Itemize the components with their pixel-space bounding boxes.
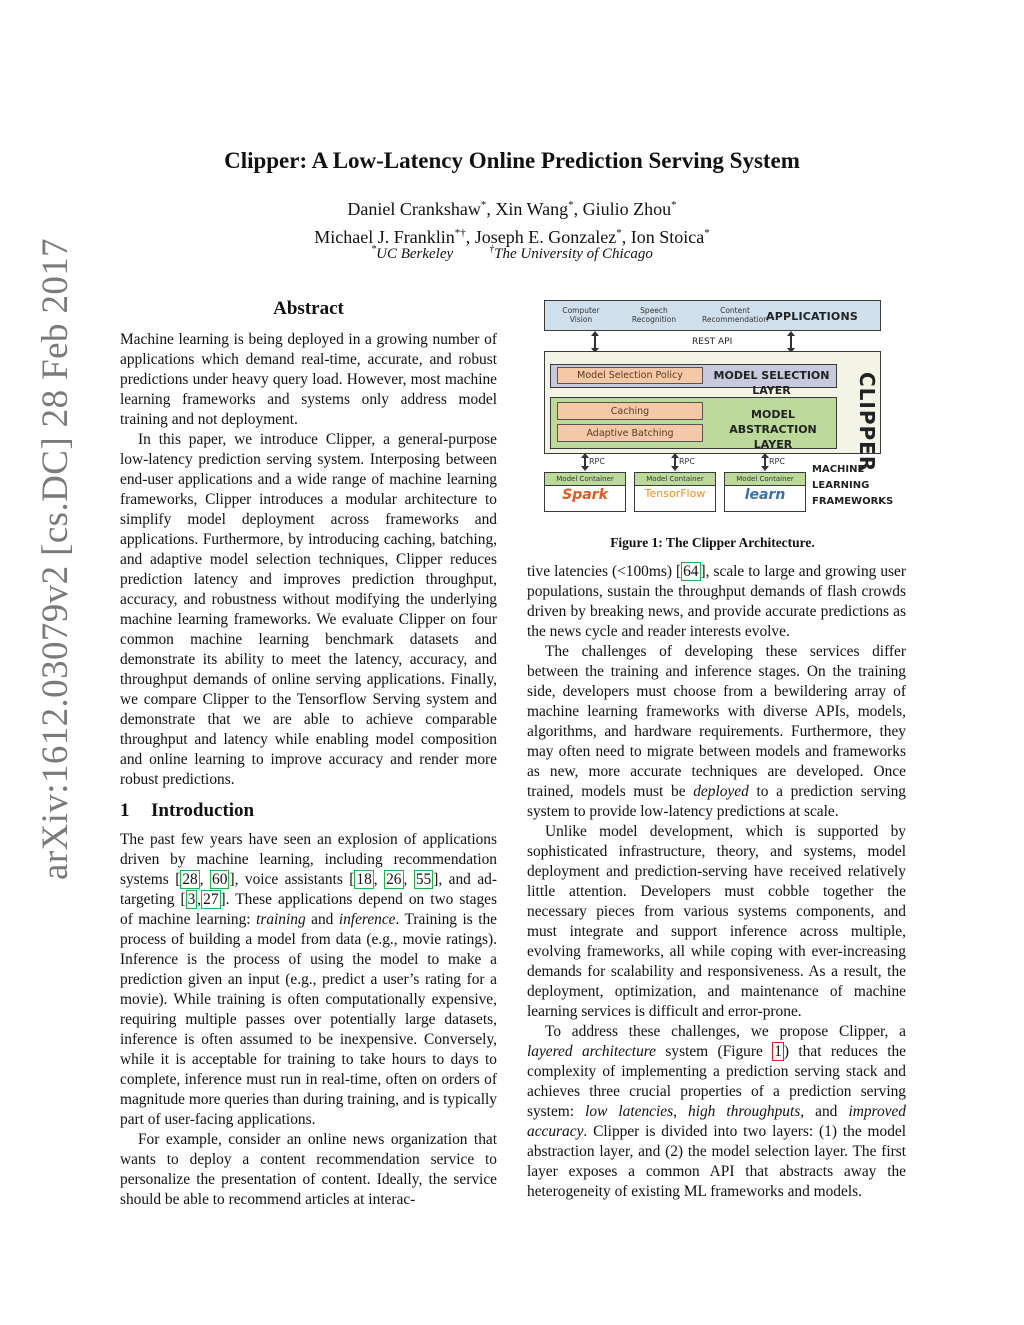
intro-paragraph-1: The past few years have seen an explosion of applications driven by machine learning, including recommendation systems [ 28 , 60 ], voice assistants [ 18 , 26 , 55 ], and ad-targeting [ 3 , 27 ]. These applications depend on two stages of machine learning: training and inference. Training is the process of building a model from data (e.g., movie ratings). Inference is the process of using the model to make a prediction given an input (e.g., predict a user’s rating for a movie). While training is often computationally expensive, requiring multiple passes over potentially large datasets, inference is often assumed to be inexpensive. Conversely, while it is acceptable for training to take hours to days to complete, inference must run in real-time, often on orders of magnitude more queries than during training, and is typically part of user-facing applications. [120, 831, 498, 1128]
citation-link[interactable]: 26 [386, 871, 402, 888]
citation-link[interactable]: 3 [187, 891, 196, 908]
author-list [0, 193, 1024, 249]
text-run: To address these challenges, we propose Clipper, a [545, 1023, 906, 1040]
figure-caption: Figure 1: The Clipper Architecture. [610, 535, 815, 550]
arxiv-identifier: arXiv:1612.03079v2 [cs.DC] 28 Feb 2017 [35, 237, 76, 880]
citation-link[interactable]: 27 [203, 891, 219, 908]
emphasis: inference [338, 911, 396, 928]
emphasis: high throughputs [688, 1103, 801, 1120]
text-run: ], voice assistants [ [229, 871, 355, 888]
applications-label: APPLICATIONS [766, 310, 858, 323]
spark-logo: Spark [562, 487, 608, 503]
ml-frameworks-label: MACHINE LEARNING FRAMEWORKS [812, 464, 894, 507]
citation-link[interactable]: 28 [182, 871, 198, 888]
model-selection-policy-box: Model Selection Policy [557, 367, 703, 384]
affiliation-mark: * [371, 244, 377, 255]
double-arrow-icon [674, 455, 676, 469]
rest-api-label: REST API [692, 337, 733, 347]
model-container-spark [544, 472, 626, 512]
tensorflow-logo: TensorFlow [644, 487, 706, 500]
affiliation-mark: * [568, 199, 574, 211]
app-content-recommendation: Content Recommendation [702, 306, 768, 324]
model-container-tensorflow [634, 472, 716, 512]
section-heading-introduction [120, 800, 497, 822]
emphasis: deployed [693, 783, 749, 800]
affiliation-mark: *† [454, 227, 466, 239]
citation-link[interactable]: 55 [415, 871, 432, 888]
separator: , [486, 199, 496, 219]
rpc-label: RPC [769, 457, 785, 466]
text-run: ) that reduces the complexity of implementing a prediction serving stack and achieves three crucial properties of a prediction serving system: [527, 1043, 907, 1120]
separator: , [465, 227, 475, 247]
affiliation-mark: * [480, 199, 487, 211]
rpc-label: RPC [589, 457, 605, 466]
text-run: The challenges of developing these services differ between the training and inference stages. On the training side, developers must choose from a bewildering array of machine learning frameworks with diverse APIs, models, algorithms, and hardware requirements. Furthermore, they may often need to migrate between models and frameworks as new, more accurate techniques are developed. Once trained, models must be [527, 643, 906, 800]
right-paragraph-4 [527, 1022, 906, 1202]
citation-link[interactable]: 64 [683, 563, 699, 580]
model-container-sklearn [724, 472, 806, 512]
affiliation-berkeley: UC Berkeley [376, 246, 454, 262]
text-run: , [673, 1103, 688, 1120]
text-run: and [305, 911, 339, 928]
emphasis: improved accuracy [527, 1103, 906, 1140]
text-run: to a prediction serving system to provide low-latency predictions at scale. [527, 783, 906, 820]
model-selection-layer-label: MODEL SELECTION LAYER [713, 369, 830, 397]
separator: , [573, 199, 583, 219]
text-run: . Training is the process of building a model from data (e.g., movie ratings). Inference is the process of using the model to make a prediction given an input (e.g., predict a user’s rating for a movie). While training is often computationally expensive, requiring multiple passes over potentially large datasets, inference is often assumed to be inexpensive. Conversely, while it is acceptable for training to take hours to days to complete, inference must run in real-time, often on orders of magnitude more queries than during training, and is typically part of user-facing applications. [120, 911, 498, 1128]
author-line-1 [0, 193, 1024, 221]
text-run: ]. These applications depend on two stages of machine learning: [120, 891, 497, 928]
double-arrow-icon [584, 455, 586, 469]
affiliation-chicago: The University of Chicago [494, 246, 653, 262]
affiliations [0, 244, 1024, 263]
paper-title: Clipper: A Low-Latency Online Prediction Serving System [224, 148, 800, 173]
model-container-label: Model Container [635, 473, 715, 486]
right-paragraph-2 [527, 642, 906, 822]
text-run: , and [800, 1103, 849, 1120]
text-run: ], scale to large and growing user populations, sustain the throughput demands of flash crowds driven by breaking news, and provide accurate predictions as the news cycle and reader interests evolve. [527, 563, 907, 640]
emphasis: training [256, 911, 306, 928]
app-speech-recognition: Speech Recognition [631, 306, 677, 324]
intro-paragraph-2: For example, consider an online news organization that wants to deploy a content recommendation service to personalize the presentation of content. Ideally, the service should be able to recommend articles at interac- [120, 1131, 497, 1208]
section-title: Introduction [151, 800, 255, 821]
affiliation-mark: * [704, 227, 710, 239]
abstract-paragraph-2: In this paper, we introduce Clipper, a general-purpose low-latency prediction serving system. Interposing between end-user applications and a wide range of machine learning frameworks, Clipper introduces a modular architecture to simplify model deployment across frameworks and applications. Furthermore, by introducing caching, batching, and adaptive model selection techniques, Clipper reduces prediction latency and improves prediction throughput, accuracy, and robustness without modifying the underlying machine learning frameworks. We evaluate Clipper on four common machine learning benchmark datasets and demonstrate its ability to meet the latency, accuracy, and throughput demands of online serving applications. Finally, we compare Clipper to the Tensorflow Serving system and demonstrate that we are able to achieve comparable throughput and latency while enabling model composition and online learning to improve accuracy and render more robust predictions. [120, 431, 497, 788]
adaptive-batching-box: Adaptive Batching [557, 424, 703, 442]
model-container-label: Model Container [725, 473, 805, 486]
scikit-learn-logo: learn [744, 487, 786, 503]
affiliation-mark: † [489, 244, 495, 255]
text-run: tive latencies (<100ms) [ [527, 563, 682, 580]
figure-link[interactable]: 1 [774, 1043, 782, 1060]
text-run: system (Figure [656, 1043, 773, 1060]
author-name: Daniel Crankshaw [347, 199, 481, 219]
abstract-heading: Abstract [273, 298, 344, 319]
text-run: The past few years have seen an explosion of applications driven by machine learning, including recommendation systems [ [120, 831, 497, 888]
affiliation-mark: * [671, 199, 677, 211]
app-computer-vision: Computer Vision [562, 306, 600, 324]
affiliation-mark: * [616, 227, 622, 239]
emphasis: low latencies [585, 1103, 674, 1120]
clipper-label: CLIPPER [855, 372, 879, 473]
text-run: . Clipper is divided into two layers: (1) the model abstraction layer, and (2) the model selection layer. The first layer exposes a common API that abstracts away the heterogeneity of existing ML frameworks and models. [527, 1123, 906, 1200]
citation-link[interactable]: 60 [212, 871, 228, 888]
right-paragraph-3: Unlike model development, which is supported by sophisticated infrastructure, theory, and systems, model deployment and prediction-serving have received relatively little attention. Developers must cobble together the necessary pieces from various systems components, and must integrate and support inference across multiple, evolving frameworks, all while coping with ever-increasing demands for scalability and responsiveness. As a result, the deployment, optimization, and maintenance of machine learning services is difficult and error-prone. [527, 823, 906, 1020]
right-column [527, 562, 906, 1202]
model-container-label: Model Container [545, 473, 625, 486]
double-arrow-icon [790, 333, 792, 351]
right-paragraph-1 [527, 562, 906, 642]
author-name: Xin Wang [495, 199, 569, 219]
double-arrow-icon [594, 333, 596, 351]
applications-box [544, 300, 881, 331]
caching-box: Caching [557, 402, 703, 420]
left-column [120, 298, 497, 1210]
model-selection-layer [550, 364, 837, 397]
rpc-label: RPC [679, 457, 695, 466]
separator: , [621, 227, 631, 247]
citation-link[interactable]: 18 [356, 871, 372, 888]
author-name: Joseph E. Gonzalez [474, 227, 617, 247]
emphasis: layered architecture [527, 1043, 657, 1060]
author-name: Michael J. Franklin [314, 227, 455, 247]
abstract-paragraph-1: Machine learning is being deployed in a growing number of applications which demand real-time, accurate, and robust predictions under heavy query load. However, most machine learning frameworks and systems only address model training and not deployment. [120, 331, 497, 428]
section-number: 1 [120, 800, 130, 821]
text-run: ], and ad-targeting [ [120, 871, 497, 908]
model-abstraction-layer-label: MODEL ABSTRACTION LAYER [729, 408, 817, 451]
figure-clipper-architecture [544, 300, 894, 514]
author-name: Ion Stoica [630, 227, 705, 247]
model-abstraction-layer [550, 397, 837, 449]
author-name: Giulio Zhou [582, 199, 672, 219]
double-arrow-icon [764, 455, 766, 469]
